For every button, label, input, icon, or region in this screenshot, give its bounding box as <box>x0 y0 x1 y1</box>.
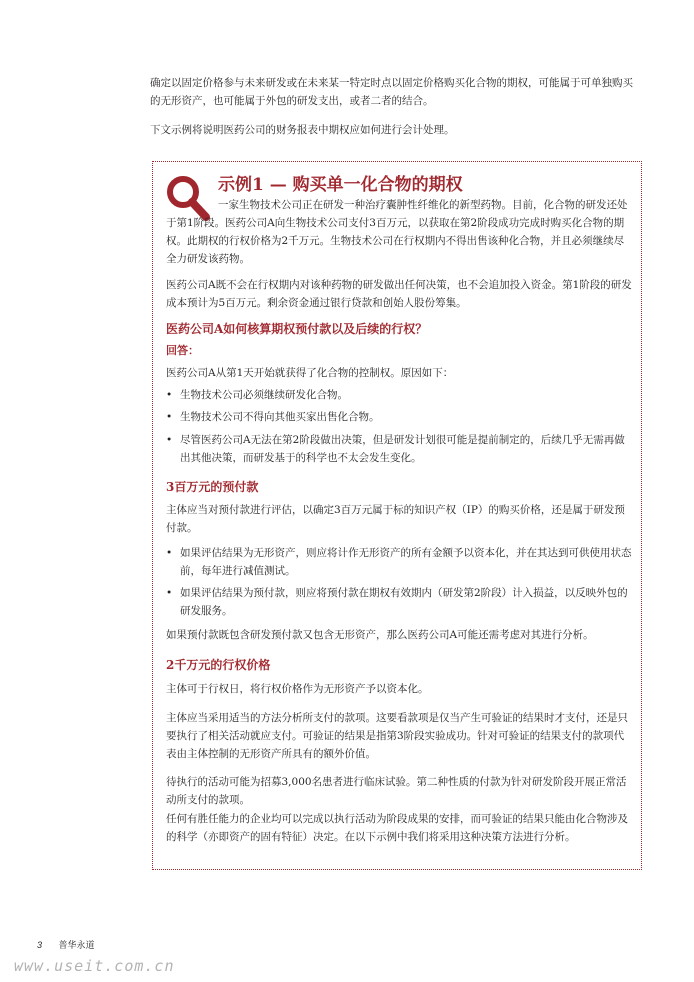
intro-paragraph-2: 下文示例将说明医药公司的财务报表中期权应如何进行会计处理。 <box>150 124 455 136</box>
exercise-paragraph-2: 主体应当采用适当的方法分析所支付的款项。这要看款项是仅当产生可验证的结果时才支付，还是只要执行了相关活动就应支付。可验证的结果是指第3阶段实验成功。针对可验证的结果支付的款项代表由主体控制的无形资产所具有的额外价值。 <box>166 712 628 760</box>
page-footer <box>37 938 95 951</box>
section-heading-exercise-price: 2千万元的行权价格 <box>166 658 271 672</box>
page-number: 3 <box>37 940 43 950</box>
example-paragraph-2: 医药公司A既不会在行权期内对该种药物的研发做出任何决策，也不会追加投入资金。第1阶段的研发成本预计为5百万元。剩余资金通过银行贷款和创始人股份筹集。 <box>166 279 632 309</box>
question-heading: 医药公司A如何核算期权预付款以及后续的行权？ <box>166 322 428 336</box>
example-paragraph-1: 一家生物技术公司正在研发一种治疗囊肿性纤维化的新型药物。目前，化合物的研发还处于第1阶段。医药公司A向生物技术公司支付3百万元，以获取在第2阶段成功完成时购买化合物的期权。此期权的行权价格为2千万元。生物技术公司在行权期内不得出售该种化合物，并且必须继续尽全力研发该药物。 <box>166 199 628 265</box>
reason-list-2 <box>166 408 632 426</box>
prepayment-bullet-1 <box>166 544 632 580</box>
brand-name: 普华永道 <box>58 940 95 950</box>
example-title: 示例1 — 购买单一化合物的期权 <box>218 175 463 195</box>
prepayment-paragraph: 主体应当对预付款进行评估，以确定3百万元属于标的知识产权（IP）的购买价格，还是属于研发预付款。 <box>166 504 625 534</box>
exercise-paragraph-1: 主体可于行权日，将行权价格作为无形资产予以资本化。 <box>166 683 429 695</box>
list-item: • 生物技术公司必须继续研发化合物。 <box>166 386 632 404</box>
prepayment-bullet-2 <box>166 584 632 620</box>
intro-paragraph-1: 确定以固定价格参与未来研发或在未来某一特定时点以固定价格购买化合物的期权，可能属于可单独购买的无形资产，也可能属于外包的研发支出，或者二者的结合。 <box>150 77 633 107</box>
watermark: www.useit.com.cn <box>14 957 175 975</box>
prepayment-paragraph-2: 如果预付款既包含研发预付款又包含无形资产，那么医药公司A可能还需考虑对其进行分析。 <box>166 629 594 641</box>
reason-list <box>166 386 632 404</box>
section-heading-prepayment: 3百万元的预付款 <box>166 480 259 494</box>
list-item: • 如果评估结果为预付款，则应将预付款在期权有效期内（研发第2阶段）计入损益，以反映外包的研发服务。 <box>166 584 632 620</box>
list-item: • 生物技术公司不得向其他买家出售化合物。 <box>166 408 632 426</box>
answer-label: 回答： <box>166 344 199 357</box>
reason-list-3 <box>166 431 632 467</box>
exercise-paragraph-4: 任何有胜任能力的企业均可以完成以执行活动为阶段成果的安排，而可验证的结果只能由化合物涉及的科学（亦即资产的固有特征）决定。在以下示例中我们将采用这种决策方法进行分析。 <box>166 813 628 843</box>
exercise-paragraph-3: 待执行的活动可能为招募3,000名患者进行临床试验。第二种性质的付款为针对研发阶段开展正常活动所支付的款项。 <box>166 776 627 806</box>
answer-intro: 医药公司A从第1天开始就获得了化合物的控制权。原因如下： <box>166 367 454 379</box>
list-item: • 如果评估结果为无形资产，则应将计作无形资产的所有金额予以资本化，并在其达到可供使用状态前，每年进行减值测试。 <box>166 544 632 580</box>
list-item: • 尽管医药公司A无法在第2阶段做出决策，但是研发计划很可能是提前制定的，后续几乎无需再做出其他决策，而研发基于的科学也不太会发生变化。 <box>166 431 632 467</box>
